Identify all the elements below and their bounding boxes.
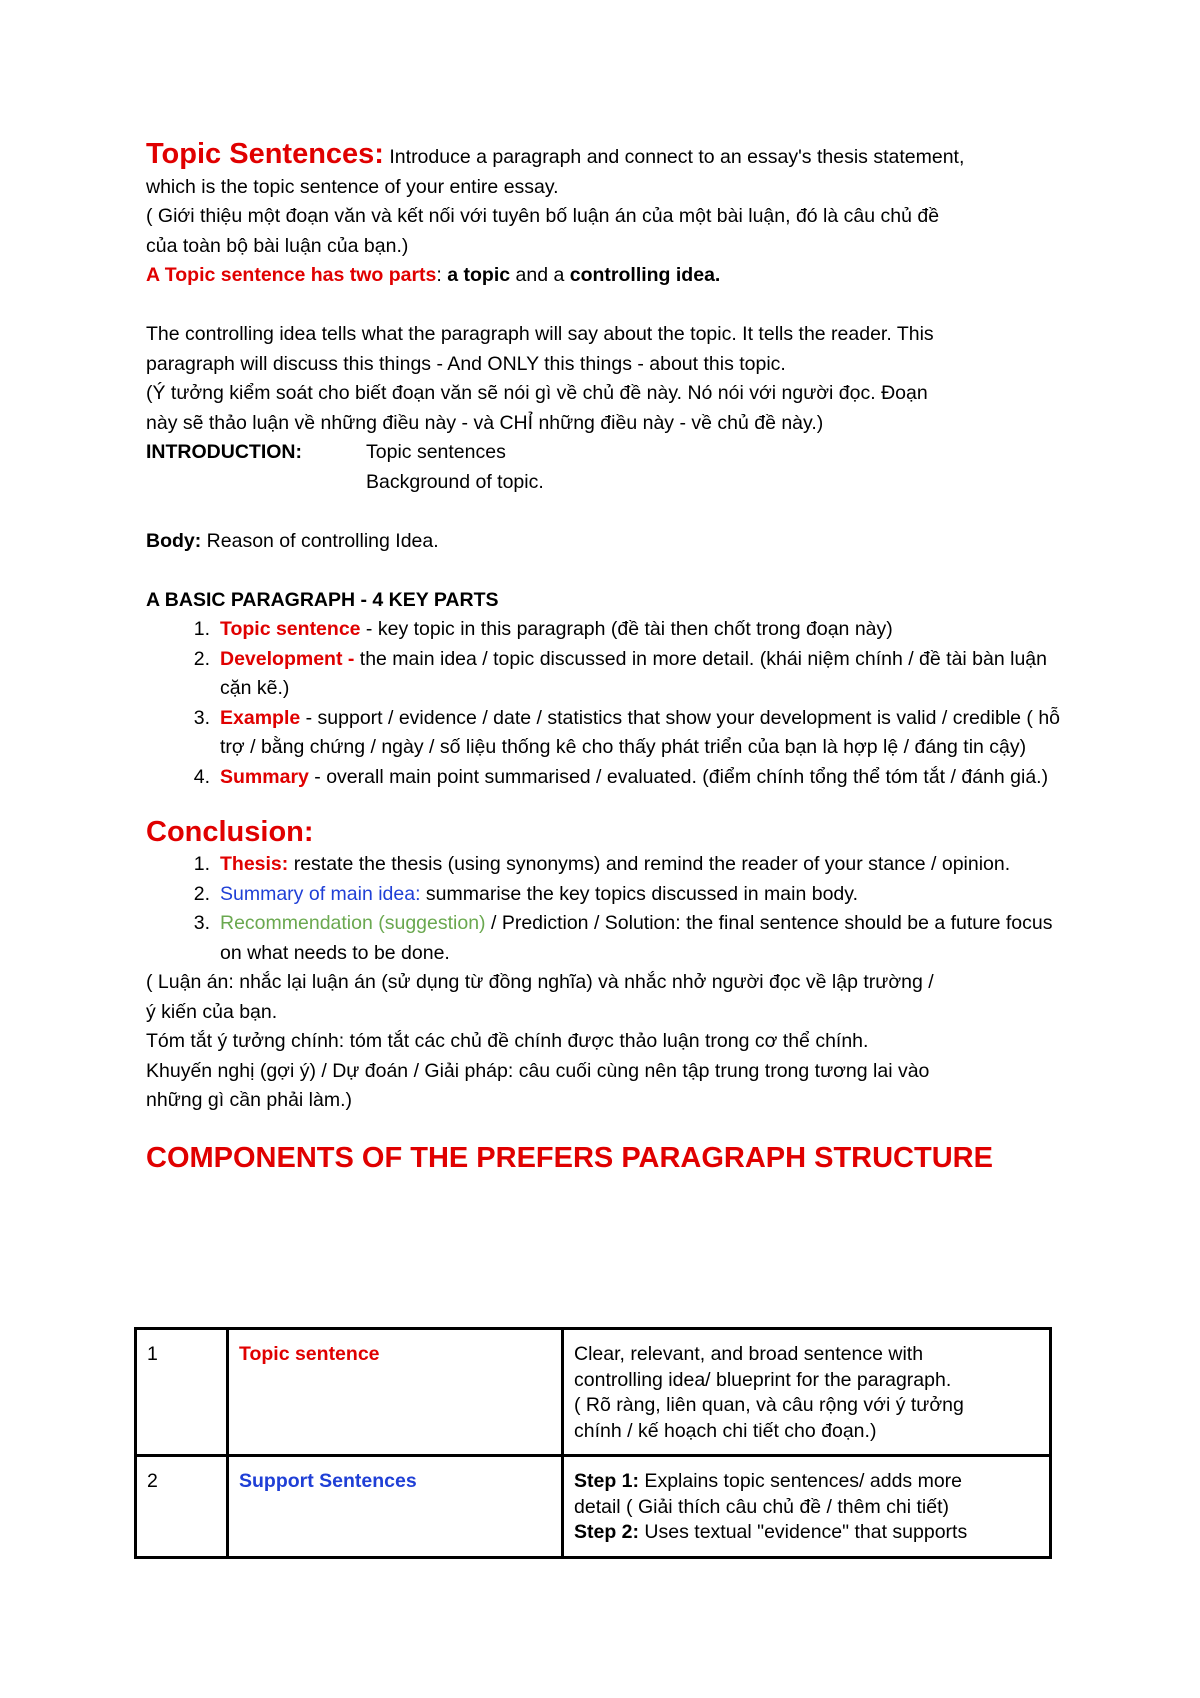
conclusion-vi-4: Khuyến nghị (gợi ý) / Dự đoán / Giải pháp: câu cuối cùng nên tập trung trong tương lai vào — [146, 1059, 930, 1082]
a-topic-text: a topic — [447, 264, 511, 286]
controlling-idea-text: controlling idea. — [569, 264, 721, 286]
components-table — [134, 1327, 1052, 1559]
document-content — [146, 140, 1076, 1173]
introduction-item-1: Topic sentences — [366, 441, 506, 463]
intro-line-2: which is the topic sentence of your entire essay. — [146, 175, 559, 198]
controlling-line-2: paragraph will discuss this things - And ONLY this things - about this topic. — [146, 352, 786, 375]
table-cell-name: Support Sentences — [228, 1456, 563, 1558]
two-parts-label: A Topic sentence has two parts — [146, 264, 437, 286]
body-text: Reason of controlling Idea. — [201, 529, 439, 552]
topic-sentences-title: Topic Sentences: — [146, 138, 384, 170]
table-cell-num: 2 — [136, 1456, 228, 1558]
conclusion-vi-1: ( Luận án: nhắc lại luận án (sử dụng từ đồng nghĩa) và nhắc nhở người đọc về lập trường / — [146, 971, 934, 993]
components-title: COMPONENTS OF THE PREFERS PARAGRAPH STRUCTURE — [146, 1141, 993, 1174]
table-cell-num: 1 — [136, 1329, 228, 1456]
conclusion-vi-2: ý kiến của bạn. — [146, 1000, 278, 1023]
introduction-row-1 — [146, 438, 1076, 468]
table-cell-desc: Step 1: Explains topic sentences/ adds more detail ( Giải thích câu chủ đề / thêm chi tiết) Step 2: Uses textual "evidence" that supports — [563, 1456, 1051, 1558]
body-label: Body: — [146, 529, 202, 552]
table-row — [136, 1456, 1051, 1558]
body-line — [146, 527, 1076, 557]
controlling-vi-1: (Ý tưởng kiểm soát cho biết đoạn văn sẽ nói gì về chủ đề này. Nó nói với người đọc. Đoạn — [146, 382, 928, 404]
controlling-vi-2: này sẽ thảo luận về những điều này - và CHỈ những điều này - về chủ đề này.) — [146, 411, 824, 434]
introduction-label: INTRODUCTION: — [146, 441, 302, 463]
list-item: 1. Thesis: restate the thesis (using synonyms) and remind the reader of your stance / opinion. — [193, 853, 1011, 875]
basic-paragraph-heading: A BASIC PARAGRAPH - 4 KEY PARTS — [146, 588, 499, 611]
list-item: 4. Summary - overall main point summarised / evaluated. (điểm chính tổng thể tóm tắt / đánh giá.) — [193, 765, 1049, 788]
conclusion-title: Conclusion: — [146, 816, 314, 848]
list-item: 3. Recommendation (suggestion) / Prediction / Solution: the final sentence should be a future focus on what needs to be done. — [193, 912, 1053, 964]
list-item: 1. Topic sentence - key topic in this paragraph (đề tài then chốt trong đoạn này) — [193, 618, 893, 640]
intro-line-1 — [146, 140, 1076, 173]
conclusion-list — [146, 850, 1076, 968]
two-parts-line: A Topic sentence has two parts: a topic and a controlling idea. — [146, 264, 721, 286]
intro-vi-1: ( Giới thiệu một đoạn văn và kết nối với tuyên bố luận án của một bài luận, đó là câu chủ đề — [146, 205, 940, 227]
controlling-line-1: The controlling idea tells what the paragraph will say about the topic. It tells the reader. This — [146, 323, 934, 345]
intro-vi-2: của toàn bộ bài luận của bạn.) — [146, 234, 409, 257]
conclusion-vi-5: những gì cần phải làm.) — [146, 1089, 353, 1111]
table-cell-name: Topic sentence — [228, 1329, 563, 1456]
introduction-row-2 — [146, 468, 1076, 498]
intro-text-1: Introduce a paragraph and connect to an essay's thesis statement, — [383, 146, 965, 168]
table-row — [136, 1329, 1051, 1456]
introduction-item-2: Background of topic. — [366, 470, 544, 493]
list-item: 2. Summary of main idea: summarise the key topics discussed in main body. — [193, 882, 858, 905]
list-item: 2. Development - the main idea / topic discussed in more detail. (khái niệm chính / đề tài bàn luận cặn kẽ.) — [193, 647, 1047, 699]
conclusion-vi-3: Tóm tắt ý tưởng chính: tóm tắt các chủ đề chính được thảo luận trong cơ thể chính. — [146, 1030, 869, 1052]
table-cell-desc: Clear, relevant, and broad sentence with controlling idea/ blueprint for the paragraph. ( Rõ ràng, liên quan, và câu rộng với ý tưởng chính / kế hoạch chi tiết cho đoạn.) — [563, 1329, 1051, 1456]
list-item: 3. Example - support / evidence / date / statistics that show your development is valid / credible ( hỗ trợ / bằng chứng / ngày / số liệu thống kê cho thấy phát triển của bạn là hợp lệ / đáng tin cậy) — [193, 706, 1061, 758]
basic-paragraph-list — [146, 615, 1076, 792]
